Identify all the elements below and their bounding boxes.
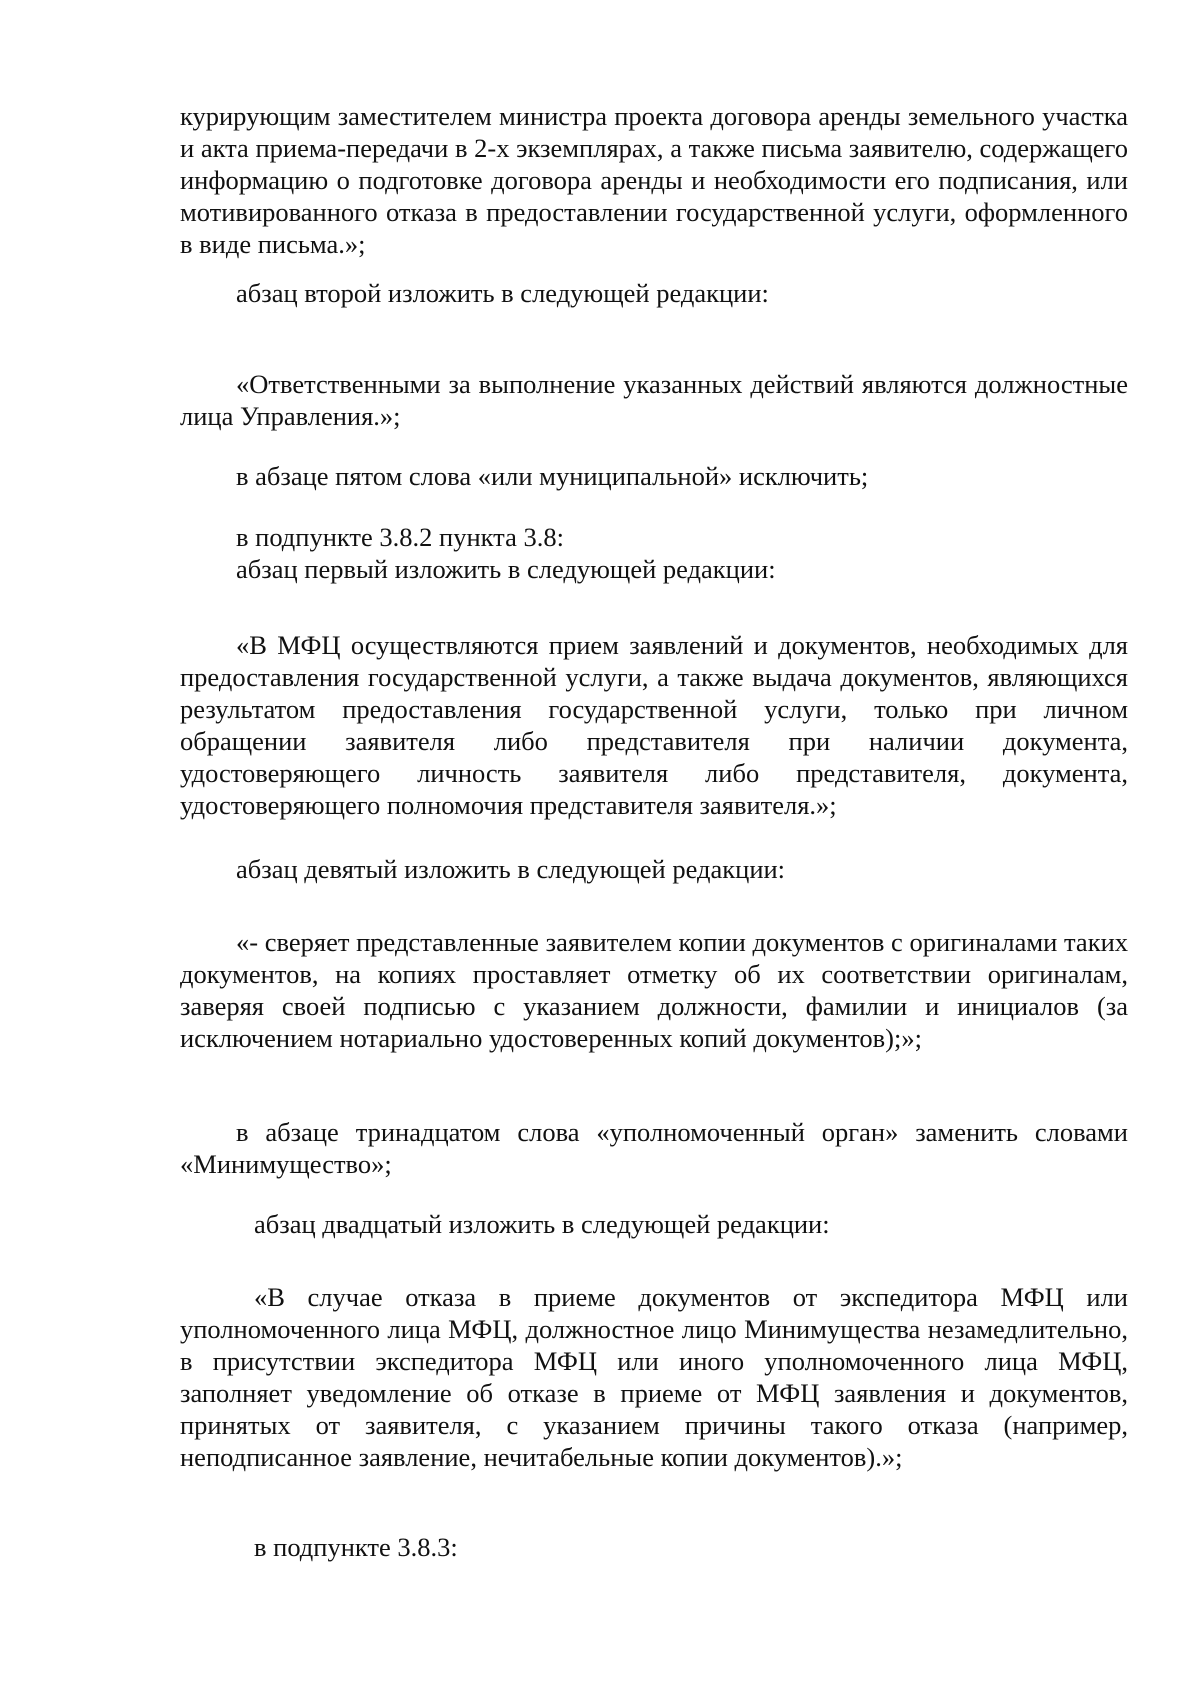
paragraph-twentieth-paragraph-instruction: абзац двадцатый изложить в следующей редакции: xyxy=(254,1209,830,1239)
paragraph-second-paragraph-instruction: абзац второй изложить в следующей редакции: xyxy=(236,278,769,308)
paragraph-ninth-paragraph-instruction: абзац девятый изложить в следующей редакции: xyxy=(236,854,786,884)
paragraph-subclause-382: в подпункте 3.8.2 пункта 3.8: xyxy=(236,522,564,552)
paragraph-first-paragraph-instruction: абзац первый изложить в следующей редакции: xyxy=(236,554,776,584)
paragraph-continuation: курирующим заместителем министра проекта договора аренды земельного участка и акта приема-передачи в 2-х экземплярах, а также письма заявителю, содержащего информацию о подготовке договора аренды и необходимости его подписания, или мотивированного отказа в предоставлении государственной услуги, оформленного в виде письма.»; xyxy=(180,101,1128,259)
paragraph-thirteenth-replacement: в абзаце тринадцатом слова «уполномоченный орган» заменить словами «Минимущество»; xyxy=(180,1117,1128,1179)
paragraph-copies-verification: «- сверяет представленные заявителем копии документов с оригиналами таких документов, на копиях проставляет отметку об их соответствии оригиналам, заверяя своей подписью с указанием должности, фамилии и инициалов (за исключением нотариально удостоверенных копий документов);»; xyxy=(180,927,1128,1053)
paragraph-subclause-383: в подпункте 3.8.3: xyxy=(254,1532,458,1562)
paragraph-responsible-officials: «Ответственными за выполнение указанных действий являются должностные лица Управления.»; xyxy=(180,369,1128,431)
paragraph-fifth-exclusion: в абзаце пятом слова «или муниципальной» исключить; xyxy=(236,461,869,491)
paragraph-refusal-case: «В случае отказа в приеме документов от экспедитора МФЦ или уполномоченного лица МФЦ, должностное лицо Минимущества незамедлительно, в присутствии экспедитора МФЦ или иного уполномоченного лица МФЦ, заполняет уведомление об отказе в приеме от МФЦ заявления и документов, принятых от заявителя, с указанием причины такого отказа (например, неподписанное заявление, нечитабельные копии документов).»; xyxy=(180,1282,1128,1472)
paragraph-mfc-reception: «В МФЦ осуществляются прием заявлений и документов, необходимых для предоставления государственной услуги, а также выдача документов, являющихся результатом предоставления государственной услуги, только при личном обращении заявителя либо представителя при наличии документа, удостоверяющего личность заявителя либо представителя, документа, удостоверяющего полномочия представителя заявителя.»; xyxy=(180,630,1128,820)
